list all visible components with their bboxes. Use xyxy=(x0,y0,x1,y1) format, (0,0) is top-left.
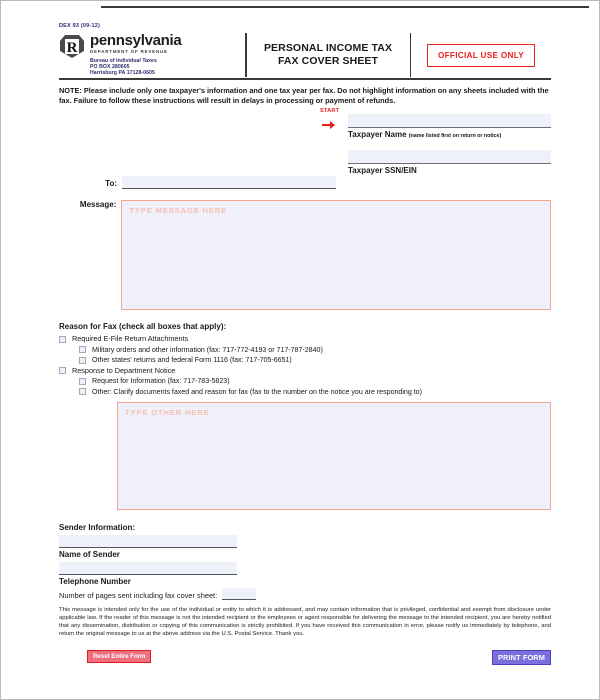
pages-count-label: Number of pages sent including fax cover sheet: xyxy=(59,590,218,600)
checkbox-icon[interactable] xyxy=(79,346,86,353)
form-number: DEX 93 (09-12) xyxy=(59,23,101,29)
message-label: Message: xyxy=(79,200,117,210)
title-line-2: FAX COVER SHEET xyxy=(277,55,379,67)
sender-name-label: Name of Sender xyxy=(59,549,120,559)
pennsylvania-keystone-icon xyxy=(59,34,85,59)
sender-information-heading: Sender Information: xyxy=(59,522,136,532)
bureau-line: Bureau of Individual Taxes xyxy=(90,58,157,64)
svg-text:R: R xyxy=(66,40,78,56)
other-textarea[interactable] xyxy=(117,402,551,510)
other-placeholder: TYPE OTHER HERE xyxy=(125,407,210,417)
pages-count-input[interactable] xyxy=(222,588,256,600)
message-row xyxy=(59,200,551,310)
checkbox-icon[interactable] xyxy=(79,357,86,364)
reason-option-request-for-information[interactable] xyxy=(79,377,551,385)
to-label: To: xyxy=(105,179,117,189)
reason-option-label: Other: Clarify documents faxed and reason for fax (fax to the number on the notice you are responding to) xyxy=(92,387,422,396)
sender-name-input[interactable] xyxy=(59,535,237,548)
agency-subtitle: DEPARTMENT OF REVENUE xyxy=(90,49,168,54)
taxpayer-name-label xyxy=(348,130,551,141)
agency-text xyxy=(90,33,181,76)
citystatezip-line: Harrisburg PA 17128-0605 xyxy=(90,70,155,77)
reason-option-required-efile[interactable] xyxy=(59,335,551,343)
header-bottom-rule xyxy=(59,78,551,80)
confidentiality-disclaimer: This message is intended only for the use of the individual or entity to which it is addressed, and may contain information that is privileged, confidential and exempt from disclosure under applicable law. If the reader of this message is not the intended recipient or the employees or agent responsible for delivering the message to the intended recipient, you are hereby notified that any dissemination, distribution or copying of this communication is strictly prohibited. If you have received this communication in error, please notify us immediately by telephone, and return the original message to us at the above address via the U.S. Postal Service. Thank you. xyxy=(59,606,551,637)
form-content xyxy=(59,23,551,670)
taxpayer-section xyxy=(59,108,551,180)
official-use-block xyxy=(411,33,551,77)
start-label: START xyxy=(320,108,340,115)
agency-address xyxy=(90,58,181,76)
official-use-only-box: OFFICIAL USE ONLY xyxy=(427,44,535,67)
reset-entire-form-button[interactable]: Reset Entire Form xyxy=(87,650,151,663)
message-textarea[interactable] xyxy=(121,200,551,310)
title-line-1: PERSONAL INCOME TAX xyxy=(263,42,393,54)
reason-option-other-states-returns[interactable] xyxy=(79,356,551,364)
form-header xyxy=(59,33,551,77)
sender-phone-label: Telephone Number xyxy=(59,576,131,586)
taxpayer-name-label-text: Taxpayer Name xyxy=(348,130,407,140)
reason-option-label: Other states' returns and federal Form 1116 (fax: 717-705-6651) xyxy=(92,356,292,365)
pages-row xyxy=(59,588,551,600)
checkbox-icon[interactable] xyxy=(79,388,86,395)
reason-option-label: Required E-File Return Attachments xyxy=(72,334,189,344)
agency-block xyxy=(59,33,245,77)
taxpayer-name-hint: (name listed first on return or notice) xyxy=(408,133,502,140)
note-paragraph: NOTE: Please include only one taxpayer's information and one tax year per fax. Do not highlight information on any sheets included with the fax. Failure to follow these instructions will result in delays in processing or payment of refunds. xyxy=(59,86,549,106)
taxpayer-ssn-input[interactable] xyxy=(348,150,551,164)
title-block xyxy=(247,33,410,77)
button-row xyxy=(59,650,551,670)
reason-option-other-clarify[interactable] xyxy=(79,388,551,396)
reason-option-label: Request for Information (fax: 717-783-5823) xyxy=(92,377,230,386)
checkbox-icon[interactable] xyxy=(59,336,66,343)
agency-name: pennsylvania xyxy=(90,32,182,49)
message-placeholder: TYPE MESSAGE HERE xyxy=(129,206,227,216)
print-form-button[interactable]: PRINT FORM xyxy=(492,650,551,665)
sender-phone-input[interactable] xyxy=(59,562,237,575)
reason-heading: Reason for Fax (check all boxes that apply): xyxy=(59,322,227,332)
reason-option-response-to-notice[interactable] xyxy=(59,367,551,375)
top-rule xyxy=(101,6,589,8)
reason-option-military-orders[interactable] xyxy=(79,346,551,354)
reason-option-label: Military orders and other information (fax: 717-772-4193 or 717-787-2840) xyxy=(92,345,323,354)
reason-option-label: Response to Department Notice xyxy=(72,365,176,375)
taxpayer-name-input[interactable] xyxy=(348,114,551,128)
pobox-line: PO BOX 280605 xyxy=(90,64,130,71)
form-title xyxy=(264,42,392,68)
start-arrow-icon xyxy=(322,117,336,135)
taxpayer-fields xyxy=(348,114,551,176)
checkbox-icon[interactable] xyxy=(59,367,66,374)
checkbox-icon[interactable] xyxy=(79,378,86,385)
taxpayer-ssn-label: Taxpayer SSN/EIN xyxy=(348,166,417,176)
